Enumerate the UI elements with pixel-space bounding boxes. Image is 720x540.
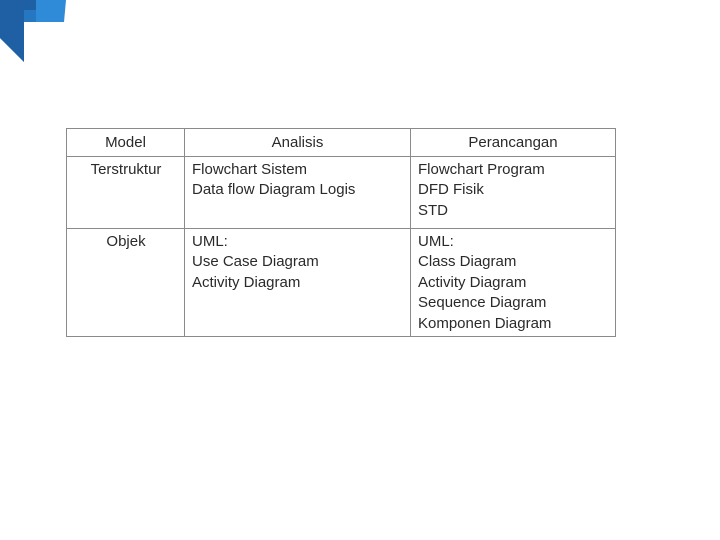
perancangan-item: Class Diagram	[418, 253, 517, 270]
corner-dark-shape	[0, 0, 36, 62]
header-analisis: Analisis	[185, 129, 411, 157]
analisis-item: Activity Diagram	[192, 273, 301, 291]
analisis-item: Flowchart Sistem	[192, 160, 308, 178]
perancangan-item: Activity Diagram	[418, 273, 527, 291]
folded-corner-icon	[0, 0, 66, 64]
analisis-item: Use Case Diagram	[192, 253, 319, 270]
perancangan-item: Flowchart Program	[418, 160, 545, 178]
perancangan-item: STD	[418, 201, 448, 219]
table-row	[67, 228, 616, 337]
model-label: Objek	[106, 232, 146, 250]
analisis-item: Data flow Diagram Logis	[192, 181, 356, 198]
perancangan-cell	[411, 156, 616, 228]
header-perancangan: Perancangan	[411, 129, 616, 157]
model-comparison-table	[66, 128, 616, 337]
table-header-row	[67, 129, 616, 157]
analisis-cell	[185, 228, 411, 337]
analisis-cell	[185, 156, 411, 228]
perancangan-item: Sequence Diagram	[418, 294, 547, 311]
model-label: Terstruktur	[90, 160, 162, 178]
model-cell	[67, 228, 185, 337]
perancangan-item: UML:	[418, 232, 454, 250]
perancangan-item: DFD Fisik	[418, 181, 484, 198]
perancangan-cell	[411, 228, 616, 337]
table-row	[67, 156, 616, 228]
corner-mid-shape	[24, 10, 36, 22]
perancangan-item: Komponen Diagram	[418, 314, 552, 332]
analisis-item: UML:	[192, 232, 228, 250]
header-model: Model	[67, 129, 185, 157]
model-cell	[67, 156, 185, 228]
